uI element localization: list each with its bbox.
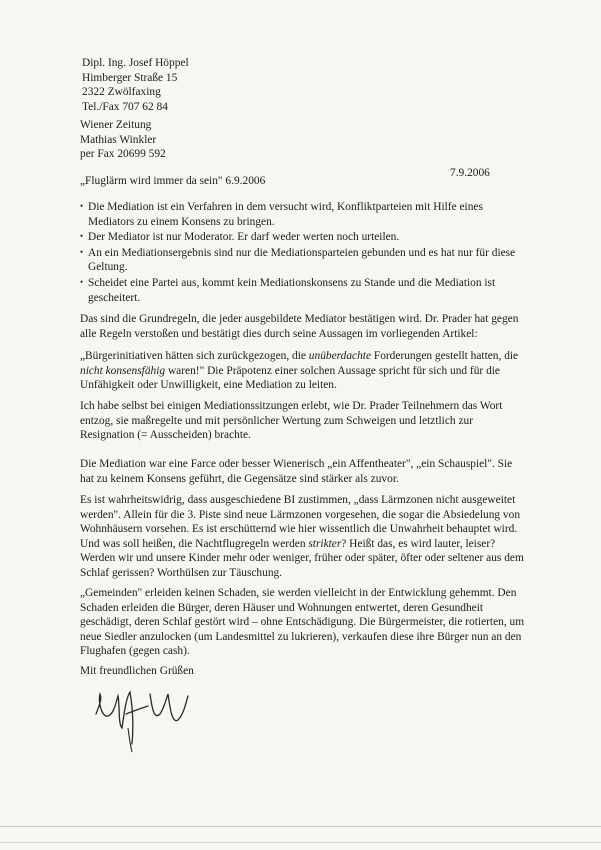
quote-text-b: Forderungen gestellt hatten, die [371,350,519,362]
recipient-person: Mathias Winkler [80,133,157,146]
sender-address [82,56,189,114]
quote-emphasis-2: nicht konsensfähig [80,364,166,377]
scan-edge-line [0,842,601,843]
noise-text-b: ? Heißt das, es wird lauter, leiser? Werden wir und unsere Kinder mehr oder weniger, früher oder später, öfter oder seltener aus dem Schlaf gerissen? Worthülsen zur Täuschung. [80,537,524,579]
sender-name: Dipl. Ing. Josef Höppel [82,57,189,69]
paragraph-farce: Die Mediation war eine Farce oder besser Wienerisch „ein Affentheater", „ein Schauspiel". Sie hat zu keinem Konsens geführt, die Gegensätze sind stärker als zuvor. [80,458,513,485]
letter-date: 7.9.2006 [450,167,490,179]
paragraph-ground-rules: Das sind die Grundregeln, die jeder ausgebildete Mediator bestätigen wird. Dr. Prader hat gegen alle Regeln verstoßen und bestätigt dies durch seine Aussagen im vorliegenden Artikel: [80,313,519,340]
scan-edge-line [0,826,601,827]
letter-subject: „Fluglärm wird immer da sein" 6.9.2006 [80,175,266,187]
paragraph-municipalities: „Gemeinden" erleiden keinen Schaden, sie werden vielleicht in der Entwicklung gehemmt. Den Schaden erleiden die Bürger, deren Häuser und Wohnungen entwertet, deren Gesundheit geschädigt, deren Schlaf gestört wird – ohne Entschädigung. Die Bürgermeister, die rotierten, um neue Siedler anzulocken (um Landesmittel zu lukrieren), verkaufen diese ihre Bürger nun an den Flughafen (gegen cash). [80,587,525,658]
sender-street: Himberger Straße 15 [82,71,178,84]
mediation-rules-list [80,199,525,305]
rule-item: • Der Mediator ist nur Moderator. Er darf weder werten noch urteilen. [80,229,525,245]
paragraph-noise-zones [80,493,526,581]
rule-item: • Scheidet eine Partei aus, kommt kein Mediationskonsens zu Stande und die Mediation ist gescheitert. [80,275,525,305]
closing-greeting: Mit freundlichen Grüßen [80,665,194,677]
handwritten-signature [92,684,202,756]
rule-item: • An ein Mediationsergebnis sind nur die Mediationsparteien gebunden und es hat nur für diese Geltung. [80,245,525,275]
recipient-address [80,118,166,162]
noise-text-a: Es ist wahrheitswidrig, dass ausgeschiedene BI zustimmen, „dass Lärmzonen nicht ausgeweitet werden". Allein für die 3. Piste sind neue Lärmzonen vorgesehen, die sogar die Absiedelung von Wohnhäusern vorsehen. Es ist erschütternd wie hier wissentlich die Unwahrheit behauptet wird. Und was soll heißen, die Nachtflugregeln werden [80,494,521,550]
quote-text-a: „Bürgerinitiativen hätten sich zurückgezogen, die [80,350,309,362]
sender-phone: Tel./Fax 707 62 84 [82,100,168,113]
recipient-fax: per Fax 20699 592 [80,148,166,161]
paragraph-quote [80,349,526,393]
sender-city: 2322 Zwölfaxing [82,86,161,99]
noise-emphasis: strikter [308,537,342,550]
quote-text-c: waren!" Die Präpotenz einer solchen Aussage spricht für sich und für die Unfähigkeit oder Unwilligkeit, eine Mediation zu leiten. [80,364,500,392]
paragraph-experience: Ich habe selbst bei einigen Mediationssitzungen erlebt, wie Dr. Prader Teilnehmern das Wort entzog, sie maßregelte und mit persönlicher Wertung zum Schweigen und letztlich zur Resignation (= Ausscheiden) brachte. [80,400,503,442]
rule-item: • Die Mediation ist ein Verfahren in dem versucht wird, Konfliktparteien mit Hilfe eines Mediators zu einem Konsens zu bringen. [80,199,525,229]
quote-emphasis-1: unüberdachte [308,350,372,362]
recipient-org: Wiener Zeitung [80,119,152,131]
